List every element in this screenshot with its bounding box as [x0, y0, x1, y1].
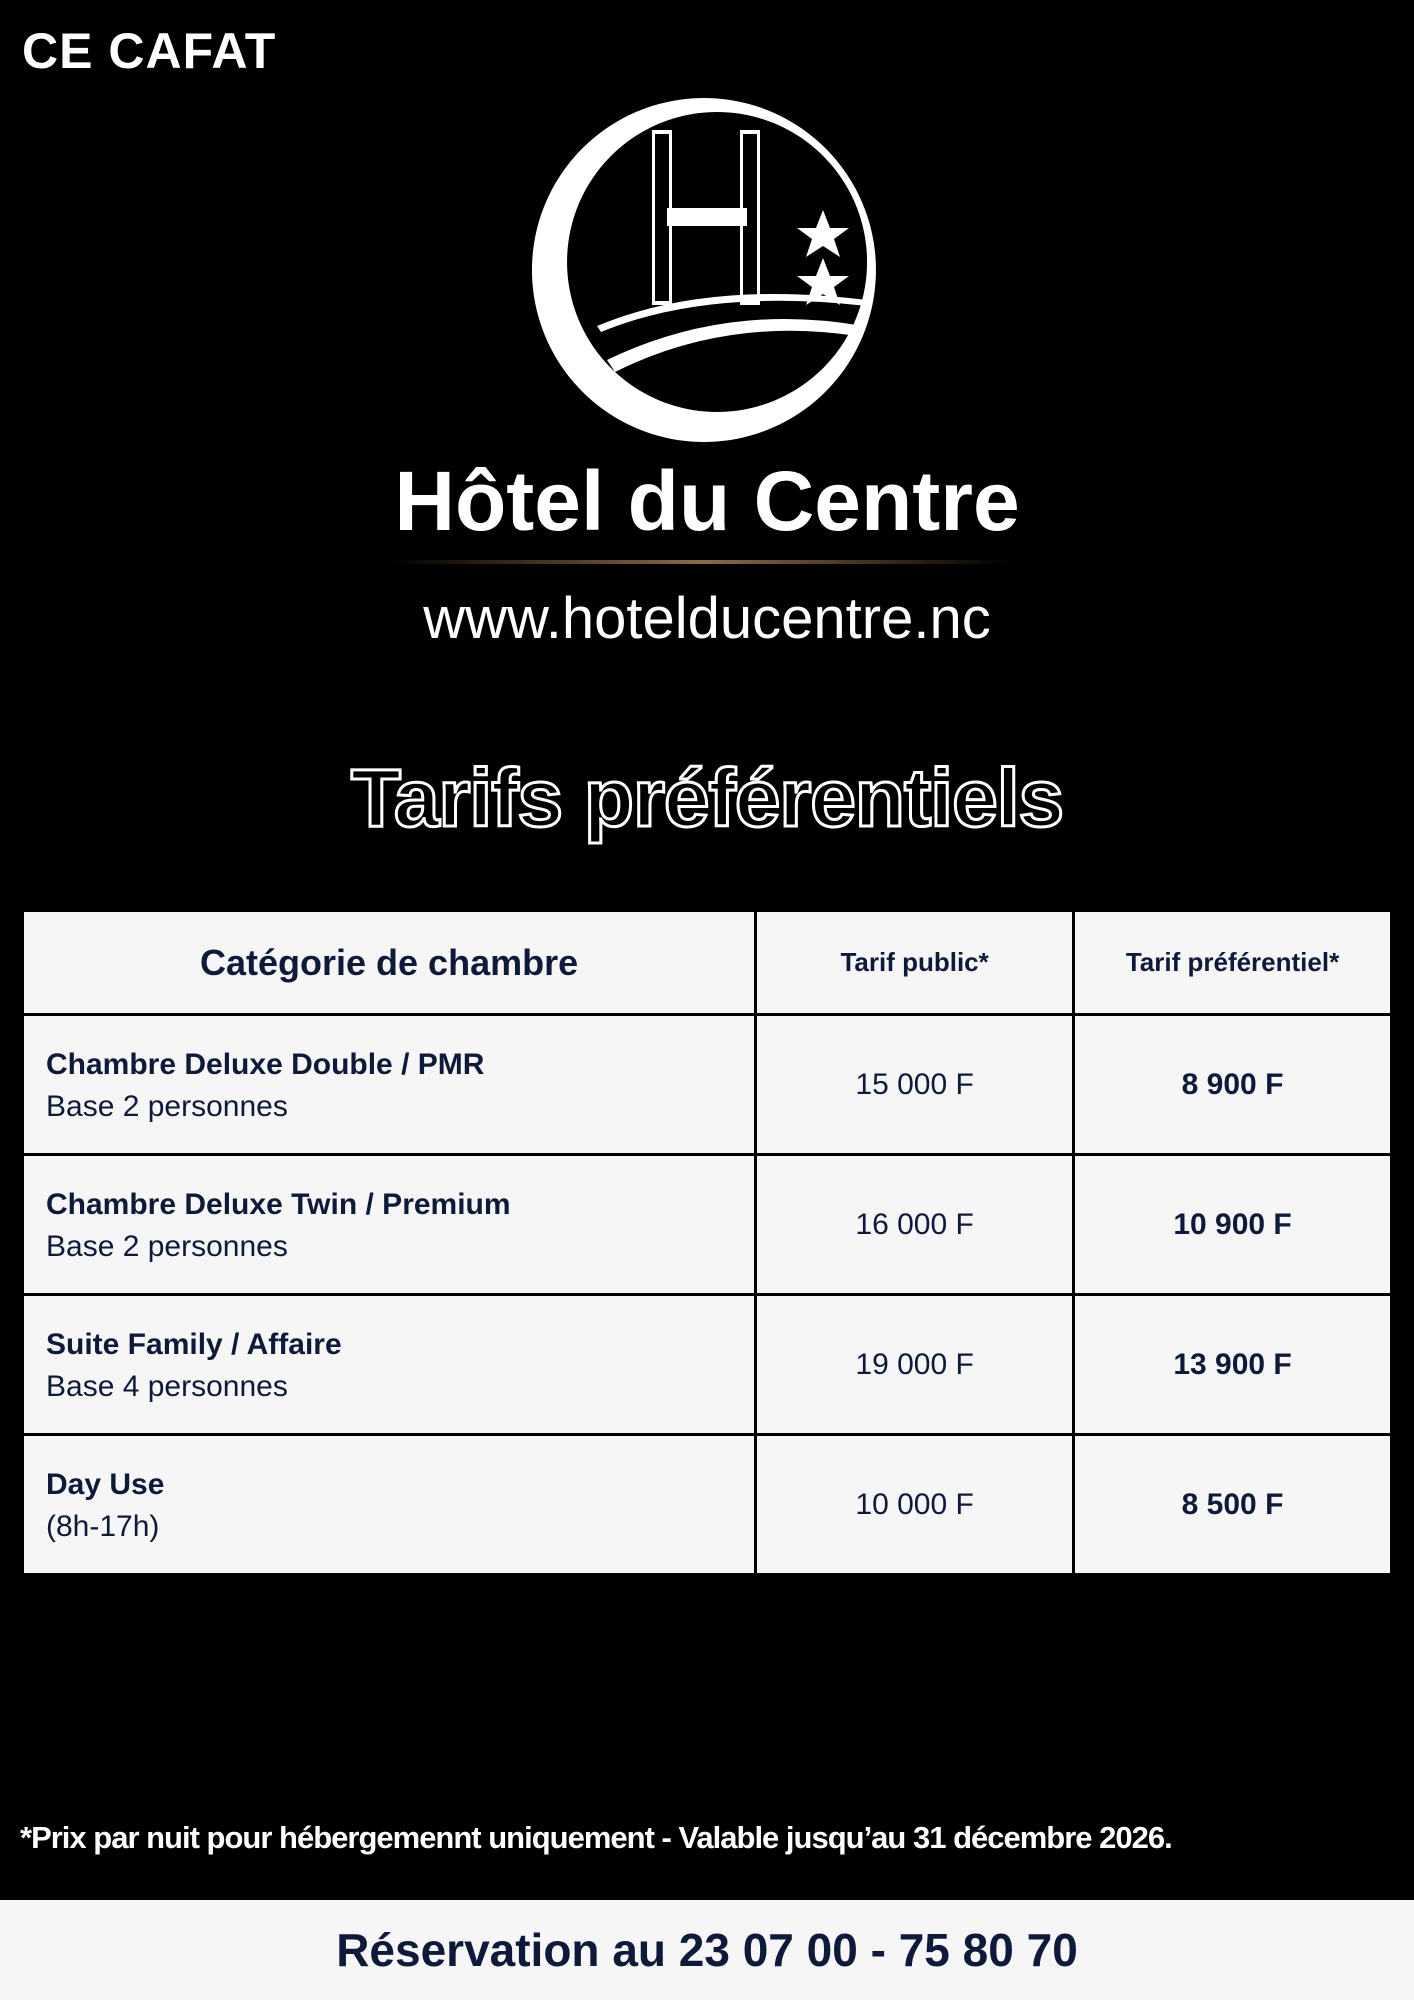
public-rate: 15 000 F — [756, 1015, 1074, 1155]
room-capacity: Base 2 personnes — [46, 1229, 288, 1263]
organization-label: CE CAFAT — [22, 23, 277, 79]
table-row — [24, 1015, 1390, 1155]
header-category: Catégorie de chambre — [24, 912, 756, 1015]
room-name: Chambre Deluxe Double / PMR — [46, 1047, 485, 1081]
preferential-rate: 8 900 F — [1074, 1015, 1390, 1155]
preferential-rate: 8 500 F — [1074, 1435, 1390, 1574]
room-category-cell — [24, 1295, 756, 1435]
preferential-rate: 10 900 F — [1074, 1155, 1390, 1295]
room-category-cell — [24, 1435, 756, 1574]
rates-table — [24, 912, 1390, 1573]
hotel-h-two-stars-logo-icon — [527, 90, 881, 450]
header-public-rate: Tarif public* — [756, 912, 1074, 1015]
hotel-website: www.hotelducentre.nc — [423, 586, 991, 651]
room-name: Chambre Deluxe Twin / Premium — [46, 1187, 511, 1221]
price-footnote: *Prix par nuit pour hébergemennt uniquement - Valable jusqu’au 31 décembre 2026. — [20, 1820, 1172, 1855]
room-capacity: Base 2 personnes — [46, 1089, 288, 1123]
table-row — [24, 1295, 1390, 1435]
room-capacity: Base 4 personnes — [46, 1369, 288, 1403]
table-row — [24, 1435, 1390, 1574]
reservation-banner: Réservation au 23 07 00 - 75 80 70 — [0, 1900, 1414, 2000]
logo-divider — [392, 560, 1012, 564]
hotel-logo — [0, 85, 1414, 685]
header-preferential-rate: Tarif préférentiel* — [1074, 912, 1390, 1015]
page-title: Tarifs préférentiels — [350, 753, 1064, 844]
public-rate: 10 000 F — [756, 1435, 1074, 1574]
table-row — [24, 1155, 1390, 1295]
table-header-row — [24, 912, 1390, 1015]
hotel-name: Hôtel du Centre — [394, 454, 1020, 548]
room-name: Day Use — [46, 1467, 165, 1501]
public-rate: 19 000 F — [756, 1295, 1074, 1435]
room-name: Suite Family / Affaire — [46, 1327, 342, 1361]
room-category-cell — [24, 1155, 756, 1295]
room-category-cell — [24, 1015, 756, 1155]
public-rate: 16 000 F — [756, 1155, 1074, 1295]
room-capacity: (8h-17h) — [46, 1509, 160, 1543]
preferential-rate: 13 900 F — [1074, 1295, 1390, 1435]
